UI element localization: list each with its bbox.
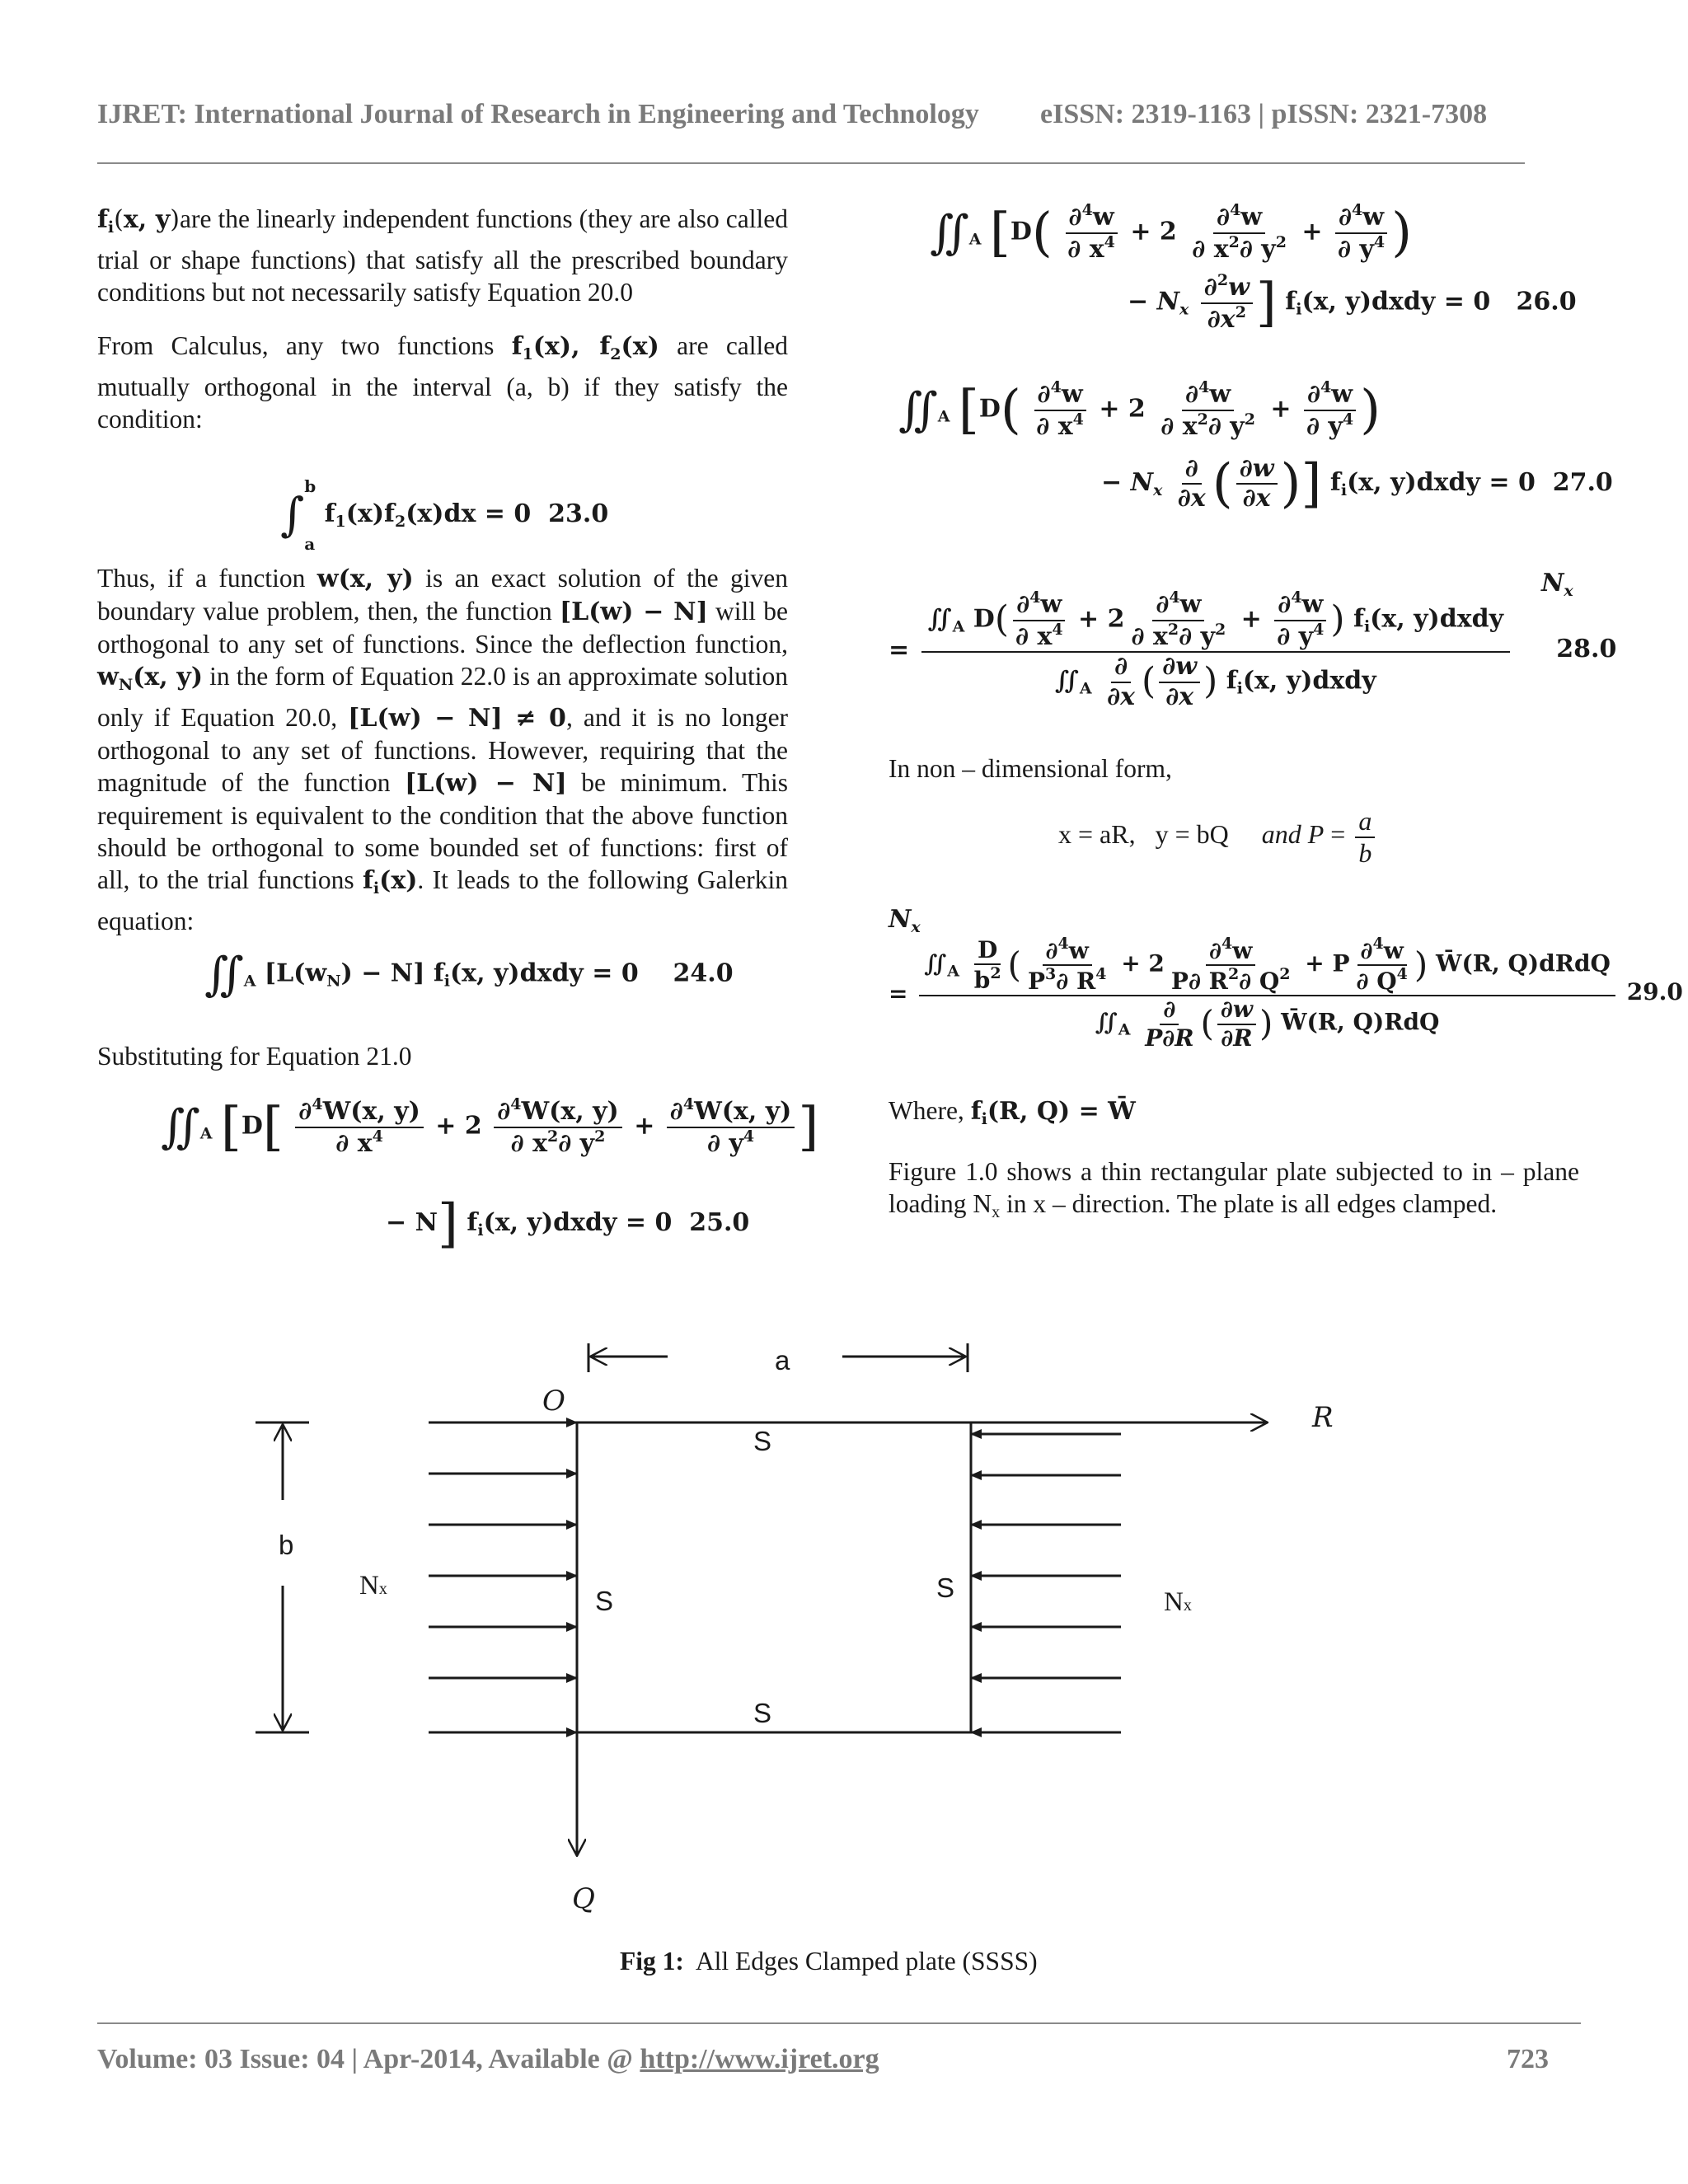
footer-url-link[interactable]: http://www.ijret.org bbox=[640, 2044, 879, 2074]
equation-29: = $∬_A$ $\frac{D}{b^2}$ ( $\frac{\partial^4w}{P^3\partial R^4}$ + 2 $\frac{\partial^4w}{P\partial R^2\partial Q^2}$ + P $\frac{\partial^4w}{\partial Q^4}$ ) W̄(R, Q)dRdQ $∬_A$ $\frac{\partial}{P\partial R}$ ( $\frac{\partial w}{\partial R}$ ) W̄(R, Q)RdQ 29.0 bbox=[889, 935, 1683, 1052]
label-b: b bbox=[279, 1530, 294, 1560]
equation-25-line2: − N] $f_i(x$, y)dxdy = 0 25.0 bbox=[386, 1193, 750, 1254]
paragraph-1: $f_i(x$, y)are the linearly independent functions (they are also called trial or shape functions) that satisfy all the prescribed boundary conditions but not necessarily satisfy Equation 20.0 bbox=[97, 204, 788, 307]
equation-26-line2: − $N_x$ $\frac{\partial^2w}{\partial x^2}$ ] $f_i(x$, y)dxdy = 0 26.0 bbox=[1128, 271, 1577, 334]
equation-28-lhs: $N_x$ bbox=[1541, 569, 1573, 600]
paragraph-2: From Calculus, any two functions $f_1(x)$, $f_2(x)$ are called mutually orthogonal in the interval (a, b) if they satisfy the condition: bbox=[97, 331, 789, 434]
page-number: 723 bbox=[1507, 2044, 1549, 2074]
paragraph-4: Substituting for Equation 21.0 bbox=[97, 1042, 412, 1071]
label-a: a bbox=[775, 1345, 790, 1376]
equation-25-line1: $∬_A$ [D[ $\frac{\partial^4W(x, y)}{\partial x^4}$ + 2 $\frac{\partial^4W(x, y)}{\partial x^2\partial y^2}$ + $\frac{\partial^4W(x, y)}{\partial y^4}$ ] bbox=[161, 1095, 819, 1158]
footer-rule bbox=[97, 2022, 1581, 2024]
equation-23: ∫ b a $f_1(x)f_2(x)dx = 0$ 23.0 bbox=[280, 476, 609, 554]
label-s-right: S bbox=[936, 1572, 955, 1603]
label-s-left: S bbox=[595, 1586, 614, 1616]
footer-volume: Volume: 03 Issue: 04 | Apr-2014, Available @ http://www.ijret.org bbox=[97, 2044, 879, 2074]
label-nx-left: Nx bbox=[359, 1571, 387, 1601]
paragraph-3: Thus, if a function w(x, y) is an exact solution of the given boundary value problem, then, the function [L(w) − N] will be orthogonal to any set of functions. Since the deflection function, $w_N(x$, y) in the form of Equation 22.0 is an approximate solution only if Equation 20.0, [L(w) − N] ≠ 0, and it is no longer orthogonal to any set of functions. However, requiring that the magnitude of the function [L(w) − N] be minimum. This requirement is equivalent to the condition that the above function should be orthogonal to some bounded set of functions: first of all, to the trial functions $f_i(x)$. It leads to the following Galerkin equation: bbox=[97, 564, 789, 935]
issn: eISSN: 2319-1163 | pISSN: 2321-7308 bbox=[1040, 99, 1488, 129]
equation-26-line1: $∬_A$ [D( $\frac{\partial^4w}{\partial x^4}$ + 2 $\frac{\partial^4w}{\partial x^2\partial y^2}$ + $\frac{\partial^4w}{\partial y^4}$ ) bbox=[930, 201, 1413, 264]
label-s-bottom: S bbox=[753, 1698, 772, 1728]
label-r-axis: R bbox=[1312, 1401, 1334, 1434]
equation-24: $∬_A$ $[L(w_N) - N]$ $f_i(x$, y)dxdy = 0 24.0 bbox=[204, 948, 734, 1001]
paragraph-7: Figure 1.0 shows a thin rectangular plate subjected to in – plane loading $N_x$ in x – direction. The plate is all edges clamped. bbox=[889, 1157, 1579, 1221]
paragraph-5: In non – dimensional form, bbox=[889, 754, 1172, 783]
label-origin: O bbox=[542, 1385, 565, 1418]
label-nx-right: Nx bbox=[1164, 1587, 1192, 1617]
label-q-axis: Q bbox=[572, 1882, 595, 1915]
equation-28: = $∬_A$ D( $\frac{\partial^4w}{\partial x^4}$ + 2 $\frac{\partial^4w}{\partial x^2\partial y^2}$ + $\frac{\partial^4w}{\partial y^4}$ ) $f_i(x$, y)dxdy $∬_A$ $\frac{\partial}{\partial x}$ ( $\frac{\partial w}{\partial x}$ ) $f_i(x$, y)dxdy 28.0 bbox=[889, 588, 1617, 711]
paragraph-6: Where, $f_i(R$, Q) = W̄ bbox=[889, 1096, 1136, 1128]
label-s-top: S bbox=[753, 1426, 772, 1456]
equation-27-line1: $∬_A$ [D( $\frac{\partial^4w}{\partial x^4}$ + 2 $\frac{\partial^4w}{\partial x^2\partial y^2}$ + $\frac{\partial^4w}{\partial y^4}$ ) bbox=[898, 378, 1381, 441]
figure-caption: Fig 1: All Edges Clamped plate (SSSS) bbox=[620, 1947, 1038, 1975]
equation-29-lhs: $N_x$ bbox=[889, 905, 921, 936]
equation-27-line2: − $N_x$ $\frac{\partial}{\partial x}$ ( $\frac{\partial w}{\partial x}$ )] $f_i(x$, y)dxdy = 0 27.0 bbox=[1101, 453, 1613, 514]
journal-title: IJRET: International Journal of Research in Engineering and Technology bbox=[97, 99, 979, 129]
nondim-relations: x = aR, y = bQ and P = $\frac{a}{b}$ bbox=[1058, 806, 1378, 869]
